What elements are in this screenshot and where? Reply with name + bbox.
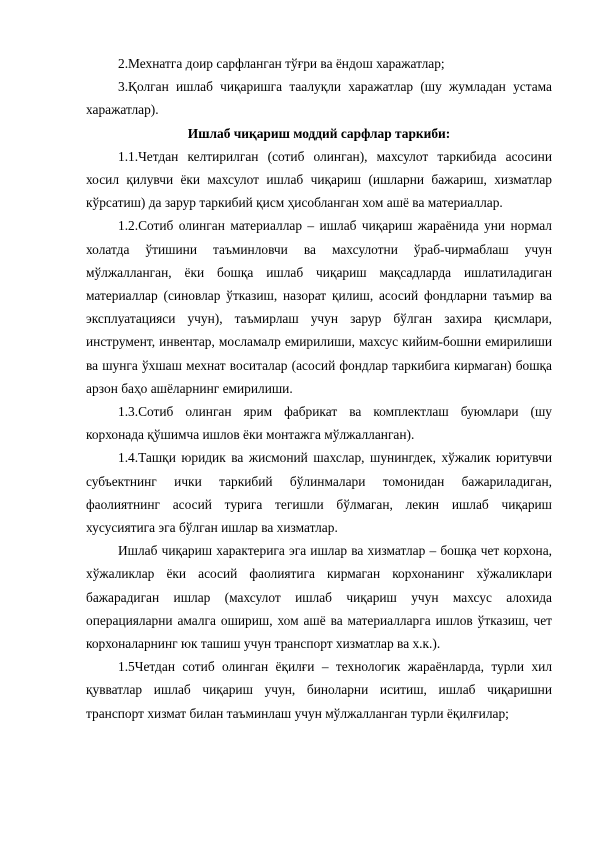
paragraph-direct-labor-costs: 2.Мехнатга доир сарфланган тўғри ва ёндош харажатлар;: [118, 56, 445, 71]
paragraph-1-2: 1.2.Сотиб олинган материаллар – ишлаб чиқариш жараёнида уни нормал холатда ўтишини таъминловчи ва махсулотни ўраб-чирмаблаш учун мўлжалланган, ёки бошқа ишлаб чиқариш мақсадларда ишлатиладиган материаллар (синовлар ўтказиш, назорат қилиш, асосий фондларни таъмир ва эксплуатацияси учун), таъмирлаш учун зарур бўлган захира қисмлари, инструмент, инвентар, мосламалр емирилиши, махсус кийим-бошни емирилиши ва шунга ўхшаш мехнат воситалар (асосий фондлар таркибига кирмаган) бошқа арзон баҳо ашёларнинг емирилиши.: [86, 218, 552, 396]
section-heading: Ишлаб чиқариш моддий сарфлар таркиби:: [187, 125, 451, 141]
paragraph-services-definition: Ишлаб чиқариш характерига эга ишлар ва хизматлар – бошқа чет корхона, хўжаликлар ёки асосий фаолиятига кирмаган корхонанинг хўжаликлари бажарадиган ишлар (махсулот ишлаб чиқариш учун махсус алохида операцияларни амалга ошириш, хом ашё ва материалларга ишлов ўтказиш, чет корхоналарнинг юк ташиш учун транспорт хизматлар ва х.к.).: [86, 543, 552, 652]
paragraph-1-5: 1.5Четдан сотиб олинган ёқилғи – технологик жараёнларда, турли хил қувватлар ишлаб чиқариш учун, биноларни иситиш, ишлаб чиқаришни транспорт хизмат билан таъминлаш учун мўлжалланган турли ёқилғилар;: [86, 659, 552, 721]
paragraph-1-3: 1.3.Сотиб олинган ярим фабрикат ва комплектлаш буюмлари (шу корхонада қўшимча ишлов ёки монтажга мўлжалланган).: [86, 404, 552, 443]
paragraph-1-4: 1.4.Ташқи юридик ва жисмоний шахслар, шунингдек, хўжалик юритувчи субъектнинг ички таркибий бўлинмалари томонидан бажариладиган, фаолиятнинг асосий турига тегишли бўлмаган, лекин ишлаб чиқариш хусусиятига эга бўлган ишлар ва хизматлар.: [86, 450, 552, 536]
paragraph-other-production-costs: 3.Қолган ишлаб чиқаришга таалуқли харажатлар (шу жумладан устама харажатлар).: [86, 79, 552, 118]
paragraph-1-1: 1.1.Четдан келтирилган (сотиб олинган), махсулот таркибида асосини хосил қилувчи ёки махсулот ишлаб чиқариш (ишларни бажариш, хизматлар кўрсатиш) да зарур таркибий қисм ҳисобланган хом ашё ва материаллар.: [86, 148, 552, 211]
document-page: [86, 52, 552, 725]
